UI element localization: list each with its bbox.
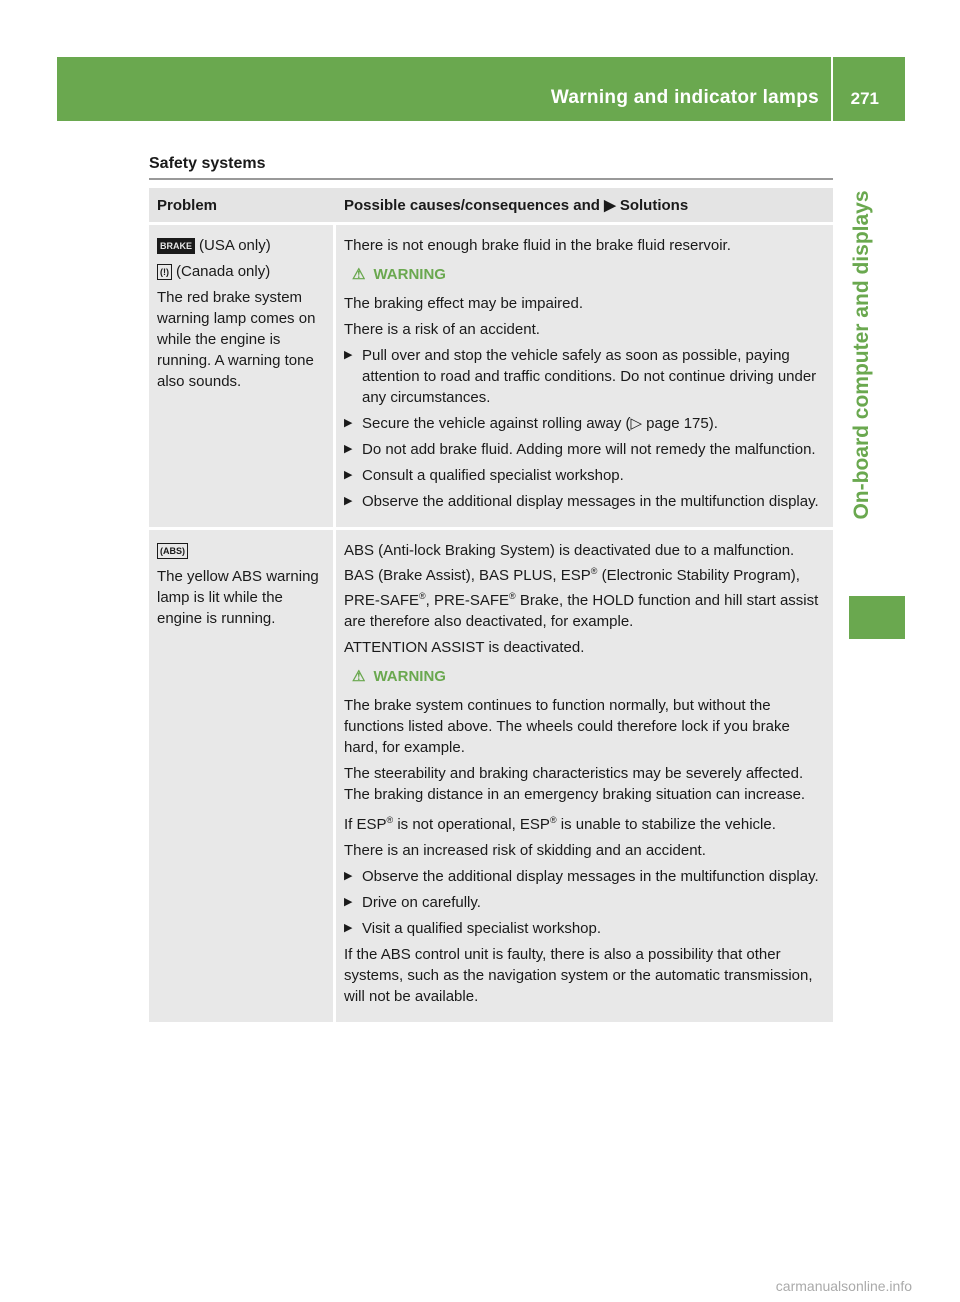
solution-cell: There is not enough brake fluid in the brake fluid reservoir. ⚠ WARNING The braking effect may be impaired. There is a risk of an accident. ▶ Pull over and stop the vehicle safely as soon as possible, paying attention to road and traffic conditions. Do not continue driving under any circumstances. ▶ Secure the vehicle against rolling away (▷ page 175). ▶ Do not add brake fluid. Adding more will not remedy the malfunction. ▶ Consult a qualified specialist workshop. ▶ Observe the additional display messages in the multifunction display. (336, 225, 833, 527)
header-title: Warning and indicator lamps (550, 87, 819, 108)
warning-label: ⚠ WARNING (352, 668, 446, 685)
table-row (149, 530, 833, 1022)
problem-cell: BRAKE (USA only) (!) (Canada only) The red brake system warning lamp comes on while the engine is running. A warning tone also sounds. (149, 225, 333, 527)
section-rule (149, 178, 833, 180)
brake-warning-icon: (!) (157, 264, 172, 280)
step-item: ▶ Observe the additional display messages in the multifunction display. (344, 868, 819, 885)
step-item: ▶ Visit a qualified specialist workshop. (344, 920, 602, 937)
solution-cell: ABS (Anti-lock Braking System) is deactivated due to a malfunction. BAS (Brake Assist), BAS PLUS, ESP® (Electronic Stability Program), PRE-SAFE®, PRE-SAFE® Brake, the HOLD function and hill start assist are therefore also deactivated, for example. ATTENTION ASSIST is deactivated. ⚠ WARNING The brake system continues to function normally, but without the functions listed above. The wheels could therefore lock if you brake hard, for example. The steerability and braking characteristics may be severely affected. The braking distance in an emergency braking situation can increase. If ESP® is not operational, ESP® is unable to stabilize the vehicle. There is an increased risk of skidding and an accident. ▶ Observe the additional display messages in the multifunction display. ▶ Drive on carefully. ▶ Visit a qualified specialist workshop. If the ABS control unit is faulty, there is also a possibility that other systems, such as the navigation system or the automatic transmission, will not be available. (336, 530, 833, 1022)
problem-text: The yellow ABS warning lamp is lit while the engine is running. (157, 568, 319, 627)
col-solutions: Possible causes/consequences and ▶ Solutions (344, 197, 689, 214)
header-separator (831, 57, 833, 121)
step-arrow-icon: ▶ (344, 896, 353, 908)
step-item: ▶ Do not add brake fluid. Adding more will not remedy the malfunction. (344, 441, 816, 458)
side-tab-label: On-board computer and displays (850, 190, 873, 520)
step-arrow-icon: ▶ (344, 349, 353, 361)
page-number: 271 (850, 89, 879, 108)
step-arrow-icon: ▶ (344, 417, 353, 429)
warning-triangle-icon: ⚠ (352, 668, 366, 685)
side-tab-block (849, 596, 905, 639)
warning-triangle-icon: ⚠ (352, 266, 366, 283)
header-bar (57, 57, 905, 121)
arrow-icon: ▶ (604, 197, 616, 214)
step-arrow-icon: ▶ (344, 469, 353, 481)
warning-label: ⚠ WARNING (352, 266, 446, 283)
col-problem: Problem (157, 196, 218, 214)
brake-lamp-icon: BRAKE (157, 238, 195, 254)
step-item: ▶ Observe the additional display messages in the multifunction display. (344, 493, 819, 510)
problem-text: The red brake system warning lamp comes on while the engine is running. A warning tone also sounds. (157, 289, 316, 390)
section-title: Safety systems (149, 155, 266, 172)
safety-table (149, 188, 833, 1022)
step-arrow-icon: ▶ (344, 495, 353, 507)
step-item: ▶ Secure the vehicle against rolling away (▷ page 175). (344, 415, 718, 432)
step-arrow-icon: ▶ (344, 922, 353, 934)
step-item: ▶ Pull over and stop the vehicle safely as soon as possible, paying attention to road and traffic conditions. Do not continue driving under any circumstances. (344, 347, 817, 406)
abs-lamp-icon: (ABS) (157, 543, 188, 559)
table-header (149, 188, 833, 222)
step-arrow-icon: ▶ (344, 870, 353, 882)
step-arrow-icon: ▶ (344, 443, 353, 455)
step-item: ▶ Drive on carefully. (344, 894, 481, 911)
problem-cell (149, 530, 333, 1022)
step-item: ▶ Consult a qualified specialist workshop. (344, 467, 624, 484)
table-row (149, 225, 833, 527)
watermark: carmanualsonline.info (775, 1278, 912, 1294)
